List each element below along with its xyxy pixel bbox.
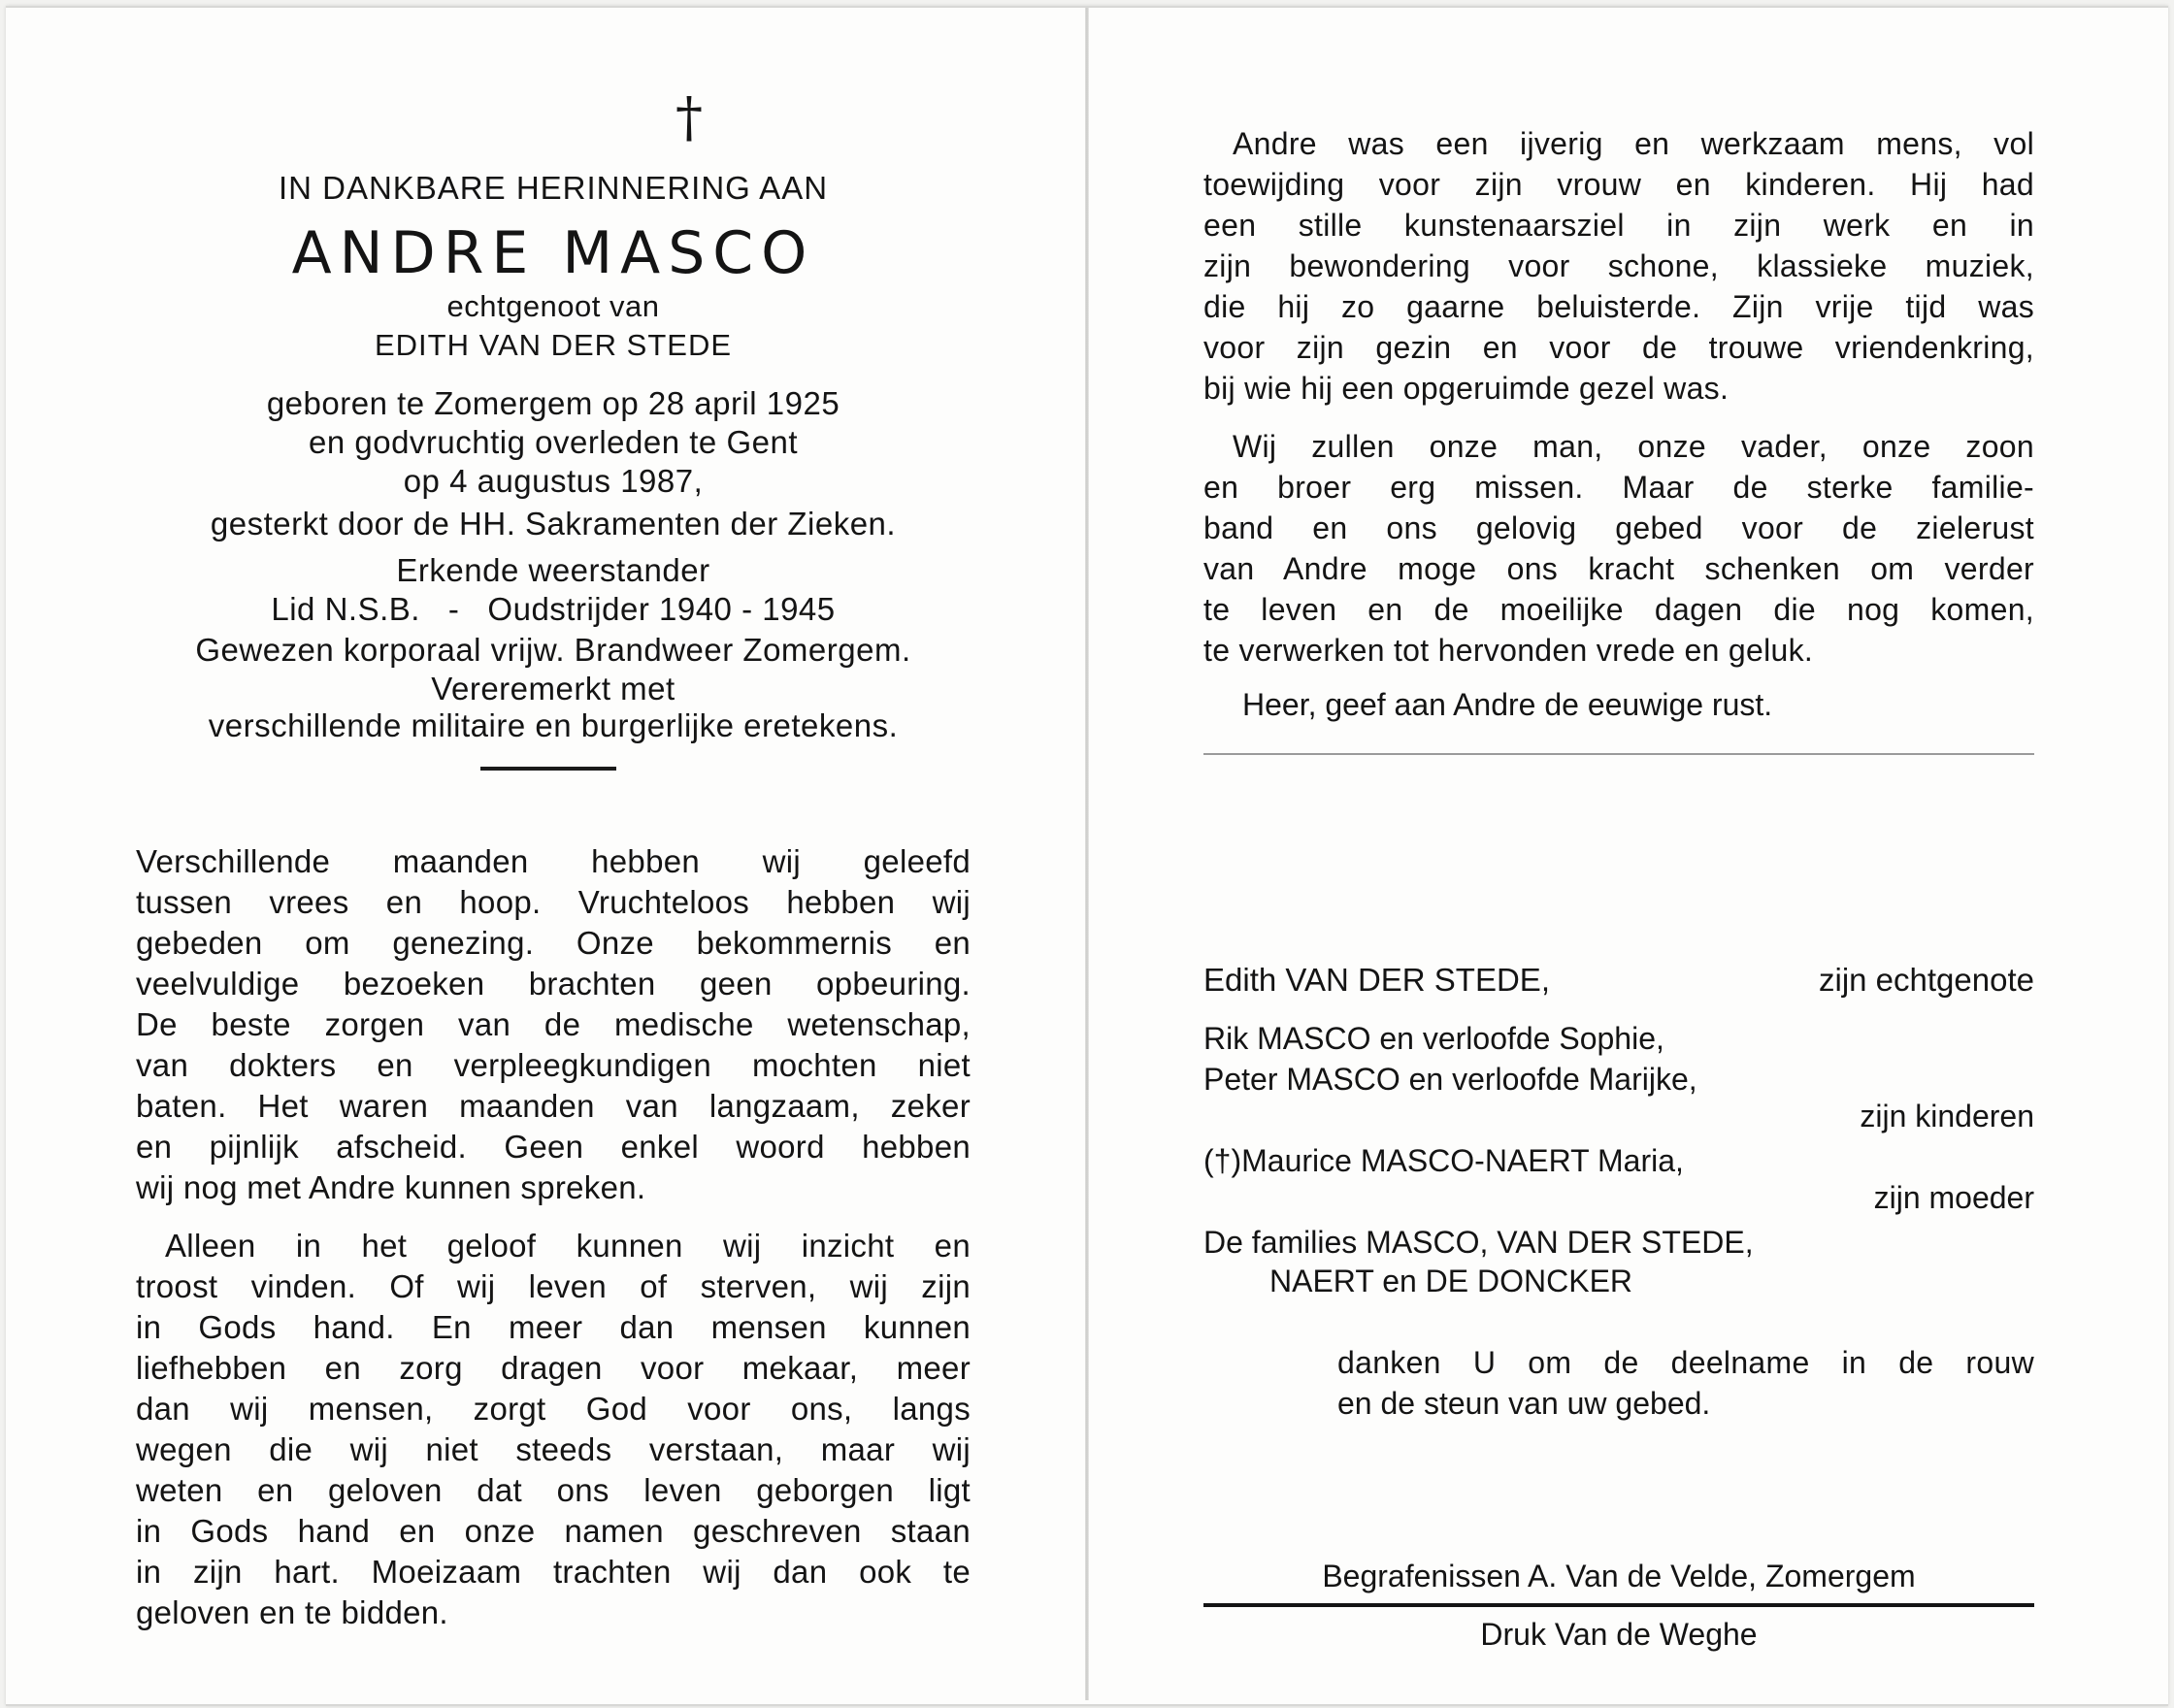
- spouse-intro: echtgenoot van: [446, 289, 660, 323]
- body-line: en pijnlijk afscheid. Geen enkel woord hebben: [136, 1129, 971, 1165]
- families-line-1: De families MASCO, VAN DER STEDE,: [1203, 1225, 1754, 1260]
- left-body: [136, 0, 971, 1708]
- tribute-line: voor zijn gezin en voor de trouwe vriendenkring,: [1203, 330, 2034, 365]
- prayer-line: Heer, geef aan Andre de eeuwige rust.: [1242, 687, 1773, 722]
- death-line-2: op 4 augustus 1987,: [403, 463, 704, 499]
- mother-role: zijn moeder: [1873, 1180, 2034, 1215]
- body-line: van dokters en verpleegkundigen mochten niet: [136, 1047, 971, 1083]
- body-line: in zijn hart. Moeizaam trachten wij dan ook te: [136, 1554, 971, 1590]
- card-fold: [1085, 8, 1089, 1700]
- tribute-line: een stille kunstenaarsziel in zijn werk en in: [1203, 208, 2034, 243]
- child-1: Rik MASCO en verloofde Sophie,: [1203, 1021, 1664, 1056]
- death-line-1: en godvruchtig overleden te Gent: [309, 424, 798, 460]
- tribute-line: band en ons gelovig gebed voor de zielerust: [1203, 510, 2034, 545]
- body-line: in Gods hand en onze namen geschreven staan: [136, 1513, 971, 1549]
- tribute-line: bij wie hij een opgeruimde gezel was.: [1203, 371, 1729, 406]
- wife-name: Edith VAN DER STEDE,: [1203, 962, 1550, 998]
- tribute-line: te leven en de moeilijke dagen die nog komen,: [1203, 592, 2034, 627]
- thanks-line-2: en de steun van uw gebed.: [1337, 1386, 1711, 1421]
- body-line: baten. Het waren maanden van langzaam, zeker: [136, 1088, 971, 1124]
- mother-name: (†)Maurice MASCO-NAERT Maria,: [1203, 1143, 1684, 1178]
- body-line: Verschillende maanden hebben wij geleefd: [136, 843, 971, 879]
- tribute-line: Andre was een ijverig en werkzaam mens, vol: [1233, 126, 2034, 161]
- body-line: gebeden om genezing. Onze bekommernis en: [136, 925, 971, 961]
- right-page: [1203, 0, 2034, 1708]
- body-line: Alleen in het geloof kunnen wij inzicht en: [165, 1228, 971, 1264]
- tribute-line: te verwerken tot hervonden vrede en geluk.: [1203, 633, 1814, 668]
- body-line: wegen die wij niet steeds verstaan, maar wij: [136, 1431, 971, 1467]
- divider-thin: [1203, 753, 2034, 755]
- dedication-line: IN DANKBARE HERINNERING AAN: [278, 170, 829, 206]
- body-line: veelvuldige bezoeken brachten geen opbeuring.: [136, 966, 971, 1002]
- birth-line: geboren te Zomergem op 28 april 1925: [266, 385, 840, 421]
- honor-line-3: Gewezen korporaal vrijw. Brandweer Zomergem.: [195, 632, 911, 668]
- honor-line-4: Vereremerkt met: [431, 671, 675, 706]
- tribute-line: Wij zullen onze man, onze vader, onze zoon: [1233, 429, 2034, 464]
- tribute-line: zijn bewondering voor schone, klassieke muziek,: [1203, 248, 2034, 283]
- child-2: Peter MASCO en verloofde Marijke,: [1203, 1062, 1697, 1097]
- body-line: geloven en te bidden.: [136, 1594, 448, 1630]
- body-line: De beste zorgen van de medische wetenschap,: [136, 1006, 971, 1042]
- honor-line-1: Erkende weerstander: [396, 552, 710, 588]
- body-line: weten en geloven dat ons leven geborgen ligt: [136, 1472, 971, 1508]
- families-line-2: NAERT en DE DONCKER: [1269, 1264, 1633, 1298]
- tribute-line: die hij zo gaarne beluisterde. Zijn vrije tijd was: [1203, 289, 2034, 324]
- body-line: liefhebben en zorg dragen voor mekaar, meer: [136, 1350, 971, 1386]
- body-line: dan wij mensen, zorgt God voor ons, langs: [136, 1391, 971, 1427]
- printer-line: Druk Van de Weghe: [1480, 1617, 1758, 1652]
- honor-line-5: verschillende militaire en burgerlijke eretekens.: [208, 707, 899, 743]
- body-line: wij nog met Andre kunnen spreken.: [136, 1169, 646, 1205]
- tribute-line: toewijding voor zijn vrouw en kinderen. Hij had: [1203, 167, 2034, 202]
- divider-thick: [1203, 1603, 2034, 1607]
- sacraments-line: gesterkt door de HH. Sakramenten der Zieken.: [210, 506, 897, 542]
- thanks-line-1: danken U om de deelname in de rouw: [1337, 1345, 2034, 1380]
- spouse-name: EDITH VAN DER STEDE: [374, 328, 733, 362]
- deceased-name: ANDRE MASCO: [291, 219, 815, 287]
- body-line: in Gods hand. En meer dan mensen kunnen: [136, 1309, 971, 1345]
- body-line: troost vinden. Of wij leven of sterven, wij zijn: [136, 1268, 971, 1304]
- undertaker-line: Begrafenissen A. Van de Velde, Zomergem: [1322, 1559, 1916, 1593]
- children-role: zijn kinderen: [1860, 1099, 2034, 1133]
- tribute-line: en broer erg missen. Maar de sterke familie-: [1203, 470, 2034, 505]
- wife-role: zijn echtgenote: [1819, 962, 2034, 998]
- body-line: tussen vrees en hoop. Vruchteloos hebben wij: [136, 884, 971, 920]
- cross-icon: †: [675, 86, 703, 149]
- honor-line-2: Lid N.S.B. - Oudstrijder 1940 - 1945: [271, 591, 836, 627]
- tribute-line: van Andre moge ons kracht schenken om verder: [1203, 551, 2034, 586]
